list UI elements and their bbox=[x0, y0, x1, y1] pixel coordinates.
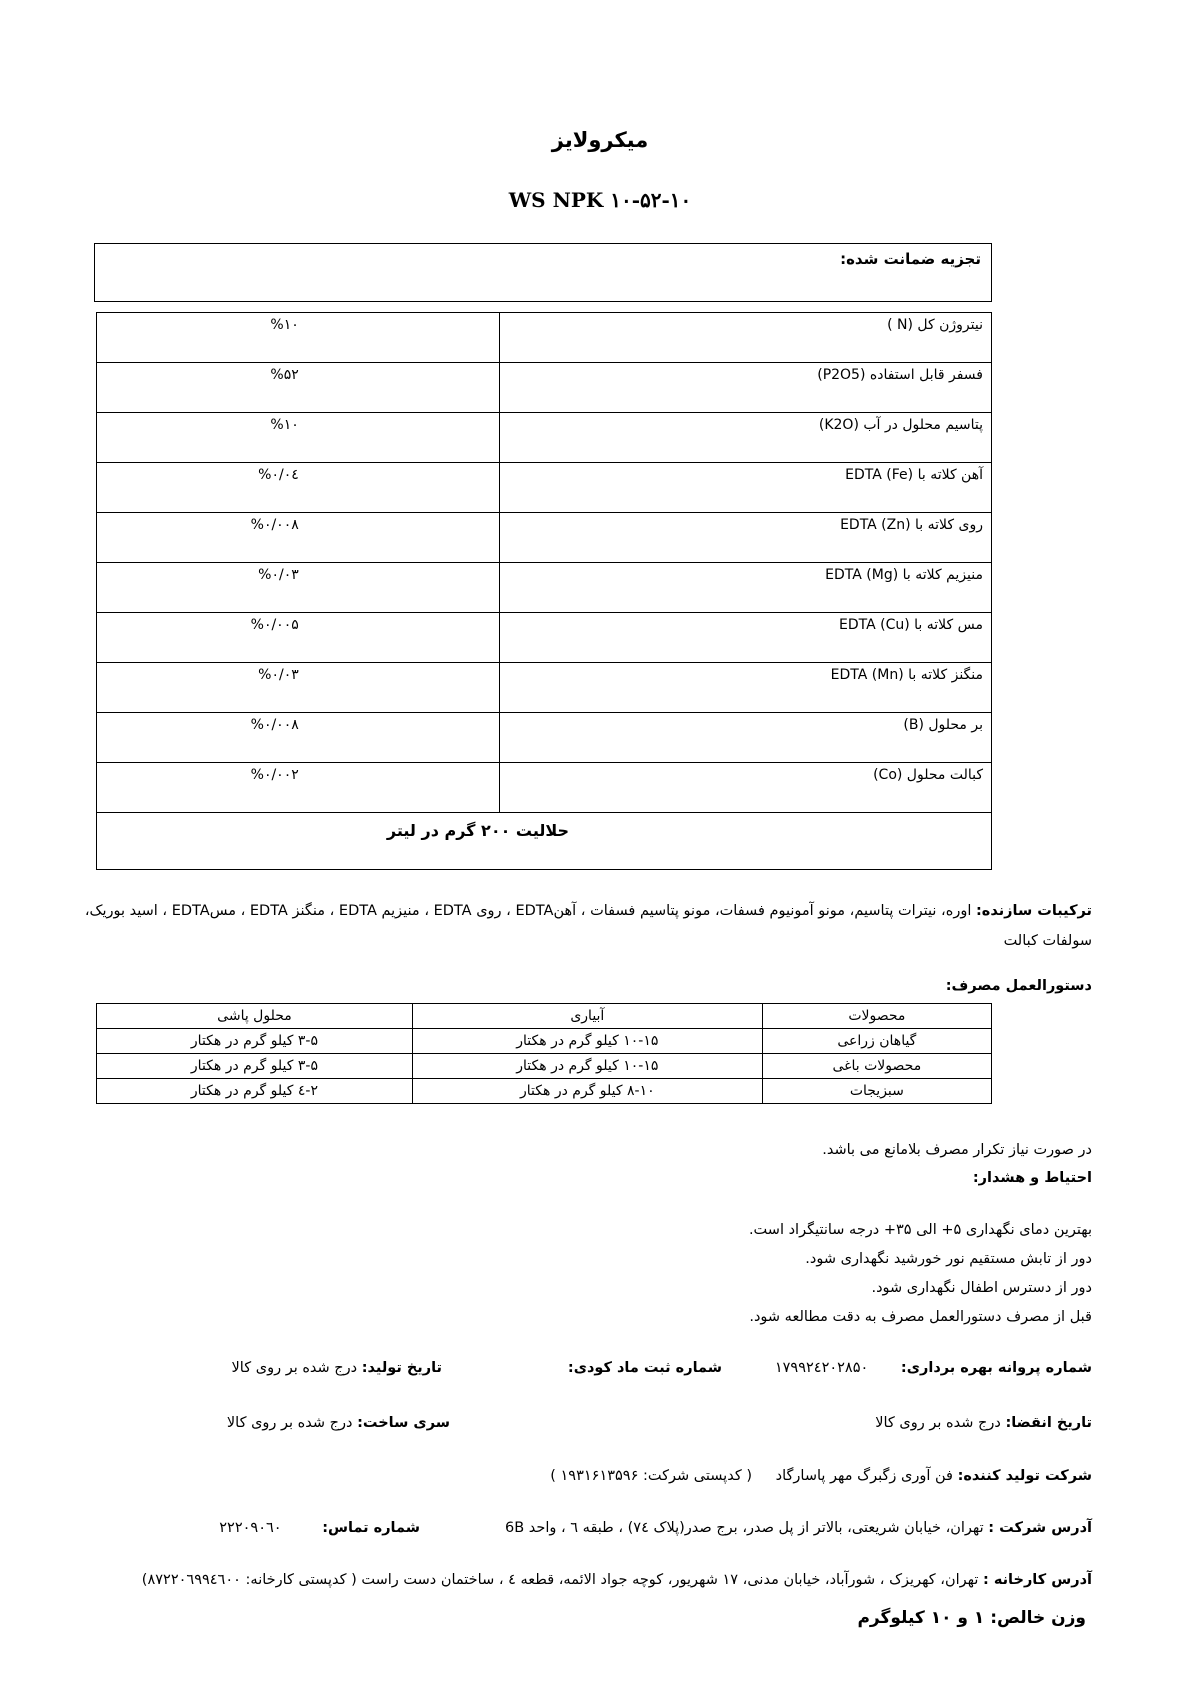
production-date-value: درج شده بر روی کالا bbox=[231, 1360, 358, 1376]
nutrient-name: پتاسیم محلول در آب (K2O) bbox=[499, 413, 991, 463]
nutrient-value: %۰/۰٤ bbox=[97, 463, 500, 513]
license-field bbox=[775, 1360, 1092, 1376]
nutrient-name: نیتروژن کل (N ) bbox=[499, 313, 991, 363]
table-row bbox=[97, 363, 992, 413]
company-address-label: آدرس شرکت : bbox=[988, 1520, 1092, 1536]
usage-cell: ۲-٤ کیلو گرم در هکتار bbox=[97, 1079, 413, 1104]
phone-label: شماره تماس: bbox=[322, 1520, 420, 1536]
license-label: شماره پروانه بهره برداری: bbox=[900, 1360, 1092, 1376]
table-row bbox=[97, 1029, 992, 1054]
caution-label: احتیاط و هشدار: bbox=[972, 1170, 1092, 1186]
production-date-field bbox=[232, 1360, 442, 1376]
batch-label: سری ساخت: bbox=[357, 1415, 450, 1431]
caution-item: قبل از مصرف دستورالعمل مصرف به دقت مطالعه شود. bbox=[749, 1309, 1092, 1325]
table-row bbox=[97, 763, 992, 813]
usage-header: آبیاری bbox=[412, 1004, 762, 1029]
table-row bbox=[97, 513, 992, 563]
nutrient-value: %۵۲ bbox=[97, 363, 500, 413]
guaranteed-analysis-box bbox=[94, 243, 992, 302]
nutrient-value: %۰/۰۰۸ bbox=[97, 713, 500, 763]
nutrient-value: %۰/۰۳ bbox=[97, 663, 500, 713]
postal-label: ( کدپستی شرکت: bbox=[643, 1468, 752, 1484]
usage-cell: ۳-۵ کیلو گرم در هکتار bbox=[97, 1029, 413, 1054]
usage-cell: ۸-۱۰ کیلو گرم در هکتار bbox=[412, 1079, 762, 1104]
nutrient-value: %۱۰ bbox=[97, 413, 500, 463]
nutrient-value: %۰/۰۰۸ bbox=[97, 513, 500, 563]
factory-address-field bbox=[142, 1572, 1092, 1588]
producer-value: فن آوری زگبرگ مهر پاسارگاد bbox=[775, 1468, 953, 1484]
phone-field bbox=[219, 1520, 420, 1536]
caution-item: دور از تابش مستقیم نور خورشید نگهداری شود. bbox=[805, 1251, 1092, 1267]
usage-cell: ۳-۵ کیلو گرم در هکتار bbox=[97, 1054, 413, 1079]
expiry-value: درج شده بر روی کالا bbox=[875, 1415, 1001, 1431]
batch-value: درج شده بر روی کالا bbox=[226, 1415, 353, 1431]
production-date-label: تاریخ تولید: bbox=[361, 1360, 442, 1376]
postal-field bbox=[550, 1468, 752, 1484]
company-address-value: تهران، خیابان شریعتی، بالاتر از پل صدر، برج صدر(پلاک ۷٤) ، طبقه ٦ ، واحد 6B bbox=[504, 1520, 984, 1536]
factory-address-value: تهران، کهریزک ، شورآباد، خیابان مدنی، ۱۷ شهریور، کوچه جواد الائمه، قطعه ٤ ، ساختمان دست راست ( کدپستی کارخانه: ۸۷۲۲۰٦۹۹٤٦۰۰) bbox=[141, 1572, 979, 1588]
nutrient-name: منگنز کلاته با EDTA (Mn) bbox=[499, 663, 991, 713]
ingredients-text: اوره، نیترات پتاسیم، مونو آمونیوم فسفات، مونو پتاسیم فسفات ، آهنEDTA ، روی EDTA ، منیزیم EDTA ، منگنز EDTA ، مسEDTA ، اسید بوریک، سولفات کبالت bbox=[84, 903, 1092, 949]
caution-item: بهترین دمای نگهداری ۵+ الی ۳۵+ درجه سانتیگراد است. bbox=[748, 1222, 1092, 1238]
table-row bbox=[97, 1079, 992, 1104]
usage-cell: گیاهان زراعی bbox=[762, 1029, 991, 1054]
solubility: حلالیت ۲۰۰ گرم در لیتر bbox=[97, 813, 992, 870]
table-row bbox=[97, 613, 992, 663]
nutrient-value: %۰/۰۰۲ bbox=[97, 763, 500, 813]
usage-header: محلول پاشی bbox=[97, 1004, 413, 1029]
table-row bbox=[97, 713, 992, 763]
nutrient-name: کبالت محلول (Co) bbox=[499, 763, 991, 813]
table-row bbox=[97, 413, 992, 463]
license-value: ۱۷۹۹۲٤۲۰۲۸۵۰ bbox=[774, 1360, 869, 1376]
registration-label: شماره ثبت ماد کودی: bbox=[567, 1360, 722, 1376]
usage-header: محصولات bbox=[762, 1004, 991, 1029]
net-weight: وزن خالص: ۱ و ۱۰ کیلوگرم bbox=[857, 1608, 1086, 1628]
usage-table bbox=[96, 1003, 992, 1104]
product-title: میکرولایز bbox=[551, 128, 649, 152]
nutrient-name: بر محلول (B) bbox=[499, 713, 991, 763]
table-row bbox=[97, 313, 992, 363]
ingredients bbox=[52, 896, 1092, 956]
nutrient-name: آهن کلاته با EDTA (Fe) bbox=[499, 463, 991, 513]
nutrient-name: مس کلاته با EDTA (Cu) bbox=[499, 613, 991, 663]
nutrient-value: %۰/۰۰۵ bbox=[97, 613, 500, 663]
company-address-field bbox=[505, 1520, 1092, 1536]
table-row bbox=[97, 463, 992, 513]
nutrient-value: %۰/۰۳ bbox=[97, 563, 500, 613]
factory-address-label: آدرس کارخانه : bbox=[982, 1572, 1092, 1588]
table-row bbox=[97, 813, 992, 870]
repeat-note: در صورت نیاز تکرار مصرف بلامانع می باشد. bbox=[822, 1142, 1092, 1158]
table-row bbox=[97, 663, 992, 713]
nutrient-name: روی کلاته با EDTA (Zn) bbox=[499, 513, 991, 563]
nutrient-name: فسفر قابل استفاده (P2O5) bbox=[499, 363, 991, 413]
usage-cell: ۱۰-۱۵ کیلو گرم در هکتار bbox=[412, 1029, 762, 1054]
table-row bbox=[97, 563, 992, 613]
nutrient-value: %۱۰ bbox=[97, 313, 500, 363]
guaranteed-analysis-label: تجزیه ضمانت شده: bbox=[840, 250, 981, 268]
producer-field bbox=[776, 1468, 1092, 1484]
expiry-field bbox=[875, 1415, 1092, 1431]
table-row bbox=[97, 1054, 992, 1079]
producer-label: شرکت تولید کننده: bbox=[957, 1468, 1092, 1484]
usage-cell: محصولات باغی bbox=[762, 1054, 991, 1079]
expiry-label: تاریخ انقضا: bbox=[1005, 1415, 1092, 1431]
postal-value: ۱۹۳۱۶۱۳۵۹۶ ) bbox=[550, 1468, 639, 1484]
phone-value: ۲۲۲۰۹۰٦۰ bbox=[219, 1520, 282, 1536]
batch-field bbox=[227, 1415, 450, 1431]
nutrient-name: منیزیم کلاته با EDTA (Mg) bbox=[499, 563, 991, 613]
ingredients-label: ترکیبات سازنده: bbox=[975, 903, 1092, 919]
analysis-table bbox=[96, 312, 992, 870]
product-formula: WS NPK ۱۰-۵۲-۱۰ bbox=[508, 188, 692, 212]
usage-label: دستورالعمل مصرف: bbox=[945, 978, 1092, 994]
usage-cell: ۱۰-۱۵ کیلو گرم در هکتار bbox=[412, 1054, 762, 1079]
caution-item: دور از دسترس اطفال نگهداری شود. bbox=[871, 1280, 1092, 1296]
usage-cell: سبزیجات bbox=[762, 1079, 991, 1104]
